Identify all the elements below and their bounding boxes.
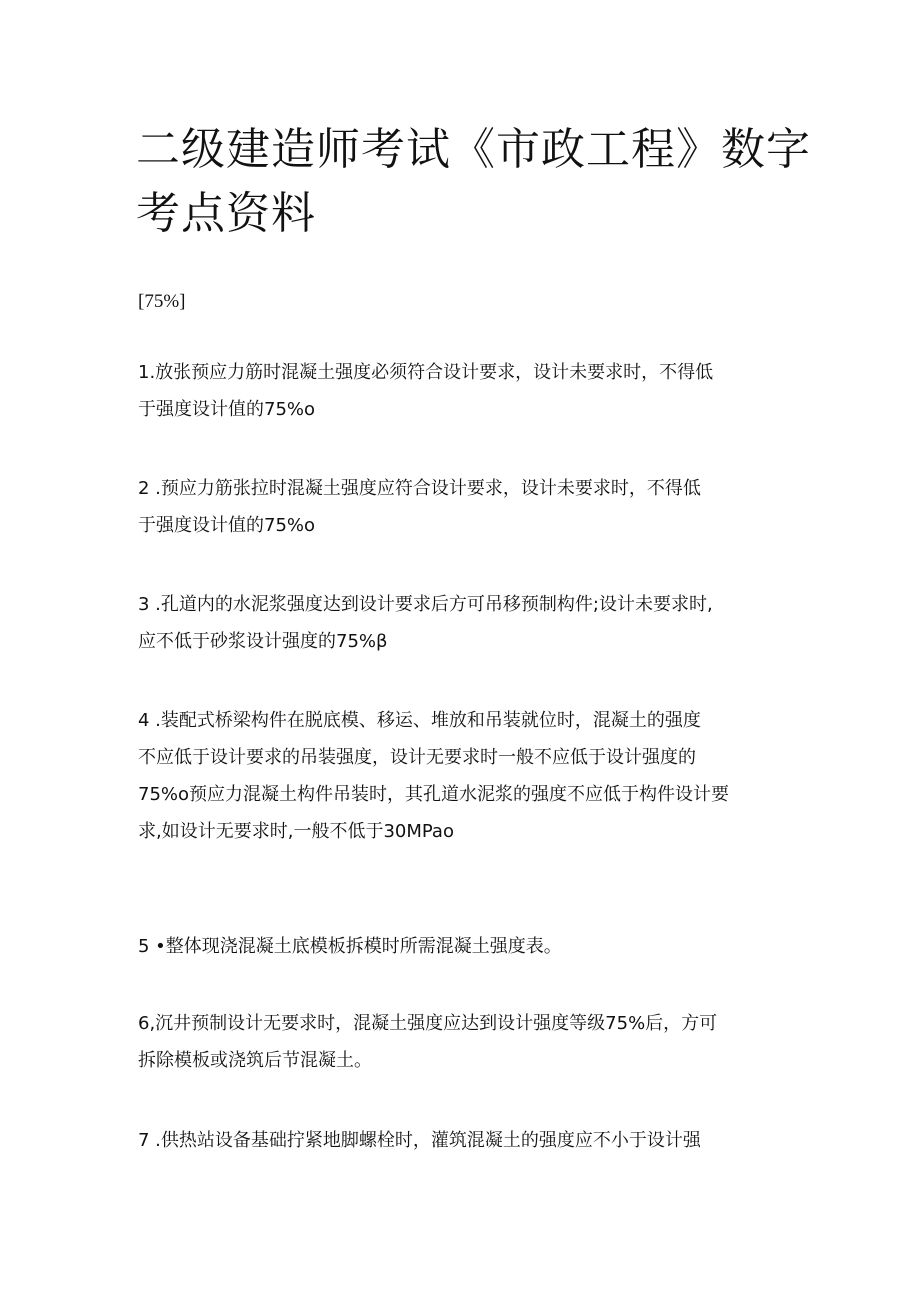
paragraph-3	[138, 586, 798, 660]
paragraph-line: 不应低于设计要求的吊装强度，设计无要求时一般不应低于设计强度的	[138, 747, 696, 768]
paragraph-5	[138, 928, 798, 965]
paragraph-1	[138, 354, 798, 428]
paragraph-line: 1.放张预应力筋时混凝土强度必须符合设计要求，设计未要求时，不得低	[138, 362, 714, 383]
paragraph-6	[138, 1005, 798, 1079]
title-line-2: 考点资料	[136, 188, 316, 239]
paragraph-4	[138, 702, 798, 850]
paragraph-line: 拆除模板或浇筑后节混凝土。	[138, 1050, 372, 1071]
paragraph-line: 7 .供热站设备基础拧紧地脚螺栓时，灌筑混凝土的强度应不小于设计强	[138, 1130, 701, 1151]
paragraph-line: 应不低于砂浆设计强度的75%β	[138, 631, 388, 652]
paragraph-line: 4 .装配式桥梁构件在脱底模、移运、堆放和吊装就位时，混凝土的强度	[138, 710, 701, 731]
paragraph-7	[138, 1122, 798, 1159]
paragraph-line: 75%o预应力混凝土构件吊装时，其孔道水泥浆的强度不应低于构件设计要	[138, 784, 730, 805]
section-label: [75%]	[138, 291, 186, 312]
paragraph-line: 5 •整体现浇混凝土底模板拆模时所需混凝土强度表。	[138, 936, 562, 957]
title-line-1: 二级建造师考试《市政工程》数字	[136, 124, 811, 175]
paragraph-line: 3 .孔道内的水泥浆强度达到设计要求后方可吊移预制构件;设计未要求时,	[138, 594, 713, 615]
document-title	[136, 118, 811, 246]
paragraph-2	[138, 470, 798, 544]
paragraph-line: 求,如设计无要求时,一般不低于30MPao	[138, 821, 454, 842]
paragraph-line: 于强度设计值的75%o	[138, 399, 316, 420]
paragraph-line: 6,沉井预制设计无要求时，混凝土强度应达到设计强度等级75%后，方可	[138, 1013, 718, 1034]
paragraph-line: 于强度设计值的75%o	[138, 515, 316, 536]
paragraph-line: 2 .预应力筋张拉时混凝土强度应符合设计要求，设计未要求时，不得低	[138, 478, 701, 499]
